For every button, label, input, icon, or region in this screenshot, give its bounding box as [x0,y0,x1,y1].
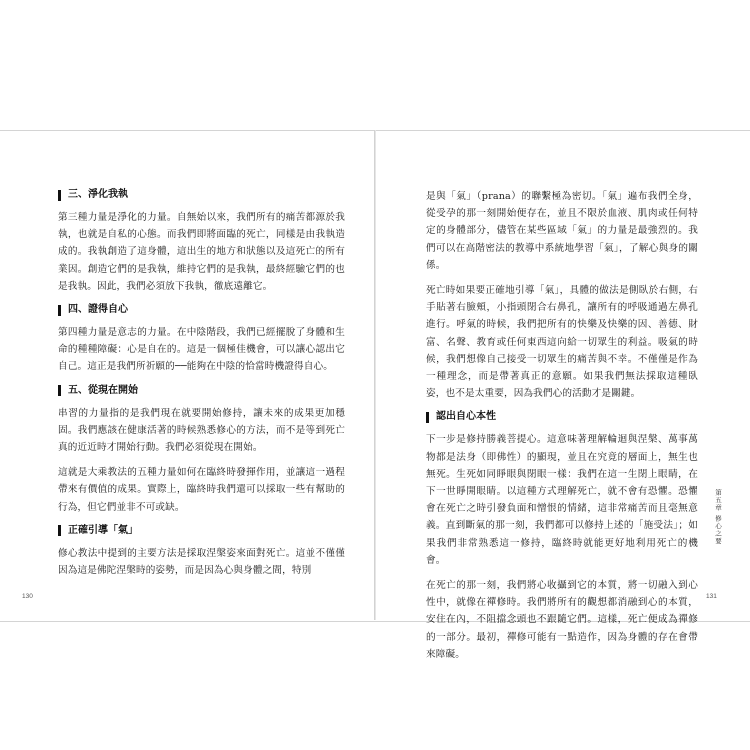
section-heading [426,410,698,424]
heading-text: 正確引導「氣」 [68,524,138,536]
paragraph: 下一步是修持勝義菩提心。這意味著理解輪迴與涅槃、萬事萬物都是法身（即佛性）的顯現，並且在究竟的層面上，無生也無死。生死如同睜眼與閉眼一樣：我們在這一生閉上眼睛，在下一世睜開眼睛。以這種方式理解死亡，就不會有恐懼。恐懼會在死亡之時引發負面和憎恨的情緒，這非常痛苦而且毫無意義。直到斷氣的那一刻，我們都可以修持上述的「施受法」；如果我們非常熟悉這一修持，臨終時就能更好地利用死亡的機會。 [426,434,698,566]
heading-marker [426,412,429,423]
right-page [426,188,698,671]
section [58,384,345,516]
section-heading [58,188,345,202]
chapter-side-tab [714,489,723,545]
left-page [58,188,345,587]
paragraph: 死亡時如果要正確地引導「氣」，具體的做法是側臥於右側，右手貼著右臉頰，小指頭閉合右鼻孔，讓所有的呼吸通過左鼻孔進行。呼氣的時候，我們把所有的快樂及快樂的因、善德、財富、名聲、教育或任何東西這向給一切眾生的利益。吸氣的時候，我們想像自己接受一切眾生的痛苦與不幸。不僅僅是作為一種理念，而是帶著真正的意願。如果我們無法採取這種臥姿，也不是太重要，因為我們心的活動才是關鍵。 [426,285,698,400]
paragraph: 是與「氣」（prana）的聯繫極為密切。「氣」遍布我們全身，從受孕的那一刻開始便存在，並且不限於血液、肌肉或任何特定的身體部分，儘管在某些區域「氣」的力量是最強烈的。我們可以在高階密法的教導中系統地學習「氣」，了解心與身的關係。 [426,191,698,271]
page-number-right: 131 [706,593,717,600]
section-heading [58,303,345,317]
heading-marker [58,305,61,316]
chapter-title: 修心之要 [714,514,722,545]
section [58,188,345,295]
section-heading [58,384,345,398]
paragraph: 第四種力量是意志的力量。在中陰階段，我們已經擺脫了身體和生命的種種障礙：心是自在的。這是一個極佳機會，可以讓心認出它自己。這正是我們所祈願的──能夠在中陰的恰當時機證得自心。 [58,327,345,373]
section-heading [58,524,345,538]
section [58,524,345,579]
chapter-number: 第五章 [714,489,722,512]
book-gutter [374,130,376,620]
paragraph: 第三種力量是淨化的力量。自無始以來，我們所有的痛苦都源於我執，也就是自私的心態。而我們即將面臨的死亡，同樣是由我執造成的。我執創造了這身體，這出生的地方和狀態以及這死亡的所有業因。創造它們的是我執，維持它們的是我執，最終經驗它們的也是我執。因此，我們必須放下我執，徹底遠離它。 [58,212,345,292]
section [426,410,698,663]
paragraph: 在死亡的那一刻，我們將心收攝到它的本質，將一切融入到心性中，就像在禪修時。我們將所有的觀想都消融到心的本質，安住在內，不阻擋念頭也不跟隨它們。這樣，死亡便成為禪修的一部分。最初，禪修可能有一點造作，因為身體的存在會帶來障礙。 [426,580,698,660]
paragraph: 這就是大乘教法的五種力量如何在臨終時發揮作用，並讓這一過程帶來有價值的成果。實際上，臨終時我們還可以採取一些有幫助的行為，但它們並非不可或缺。 [58,467,345,513]
section [426,188,698,402]
heading-marker [58,190,61,201]
heading-marker [58,525,61,536]
heading-text: 五、從現在開始 [68,384,138,396]
paragraph: 修心教法中提到的主要方法是採取涅槃姿來面對死亡。這並不僅僅因為這是佛陀涅槃時的姿勢，而是因為心與身體之間，特別 [58,547,345,577]
page-number-left: 130 [22,593,33,600]
heading-text: 認出自心本性 [436,411,496,423]
heading-text: 四、證得自心 [68,304,128,316]
heading-marker [58,385,61,396]
paragraph: 串習的力量指的是我們現在就要開始修持，讓未來的成果更加穩固。我們應該在健康活著的時候熟悉修心的方法，而不是等到死亡真的近近時才開始行動。我們必須從現在開始。 [58,407,345,454]
section [58,303,345,376]
heading-text: 三、淨化我執 [68,189,128,200]
